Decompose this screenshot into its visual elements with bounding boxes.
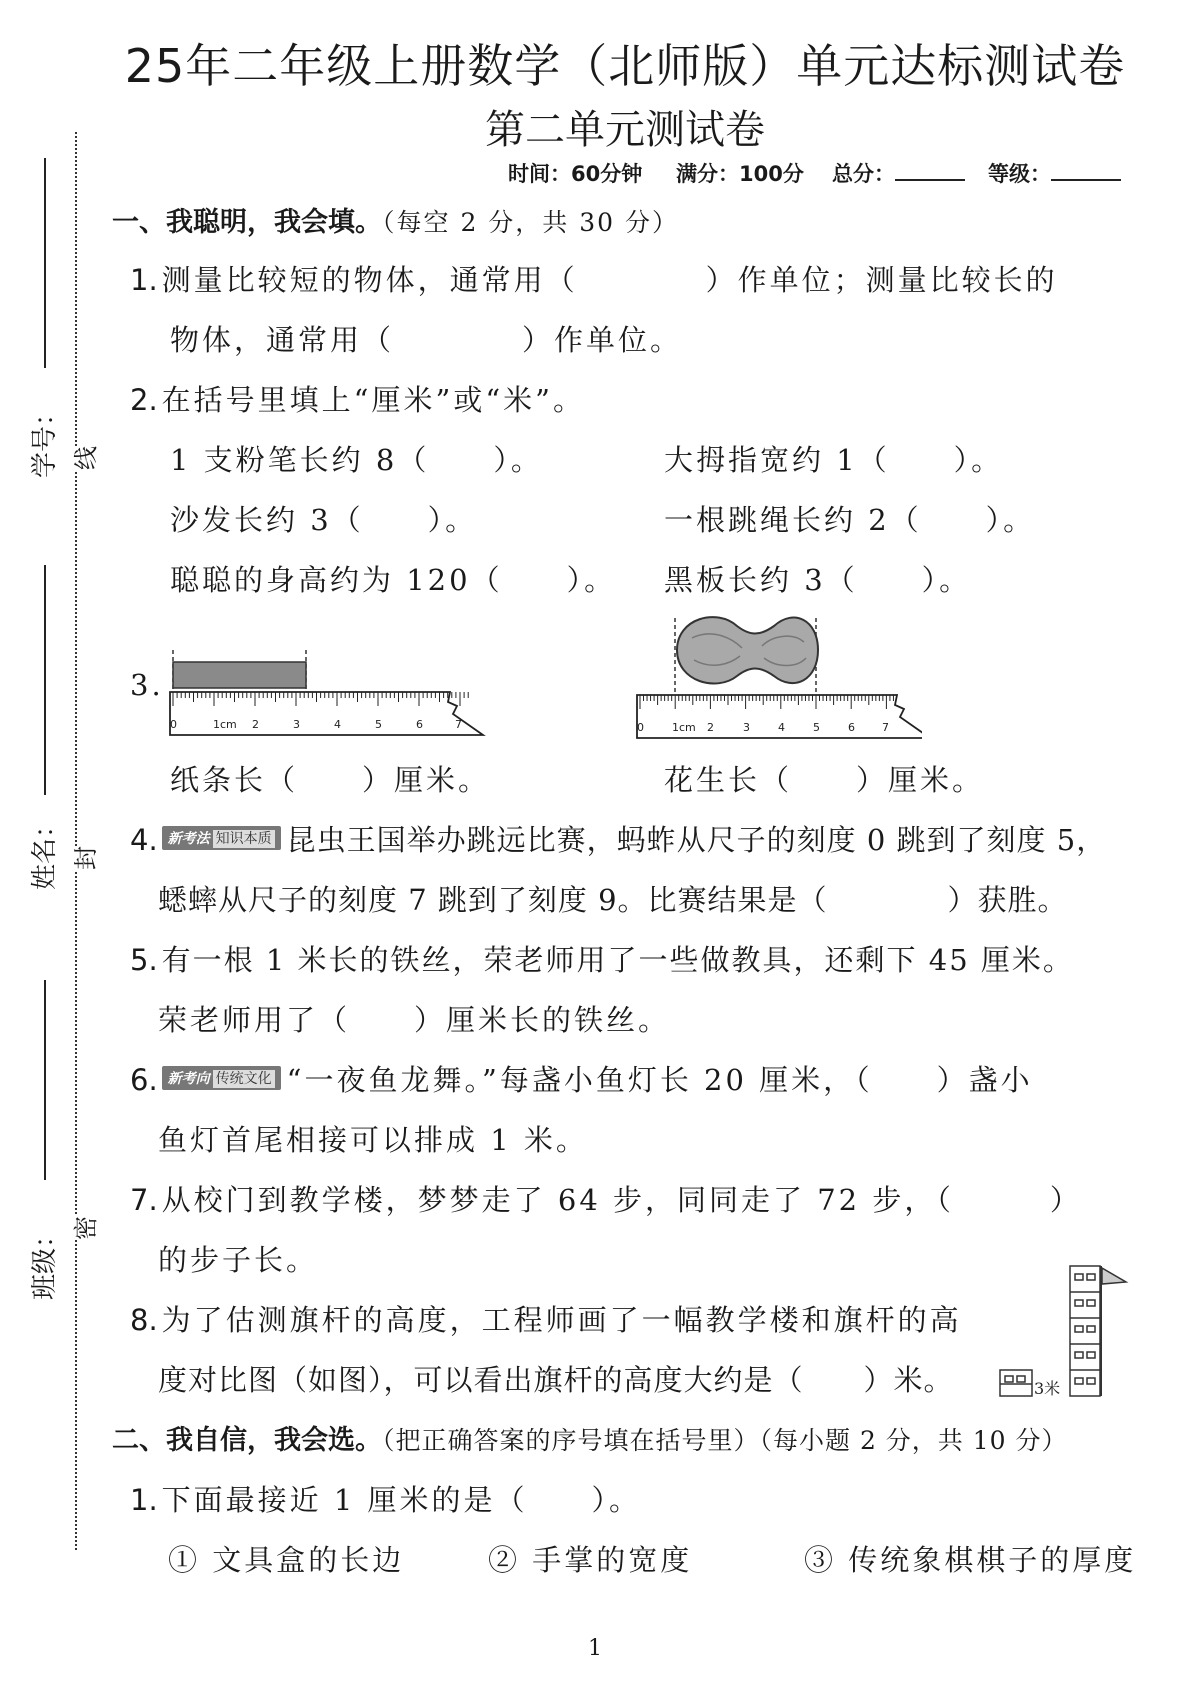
building-flagpole-figure	[998, 1262, 1130, 1400]
building-height-label: 3米	[1034, 1379, 1061, 1398]
flag	[1102, 1268, 1126, 1284]
question-3-strip-answer: 纸条长（ ）厘米。	[170, 763, 491, 797]
ruler-peanut-figure	[632, 598, 922, 748]
new-direction-badge: 新考向 传统文化	[162, 1066, 281, 1090]
ruler-tick-label: 5	[813, 721, 820, 734]
page-title: 25年二年级上册数学（北师版）单元达标测试卷	[124, 39, 1126, 93]
ruler-unit-label: 1cm	[672, 721, 696, 734]
option-2[interactable]: ② 手掌的宽度	[488, 1543, 693, 1577]
ruler-tick-label: 0	[170, 718, 177, 731]
ruler-tick-label: 6	[848, 721, 855, 734]
question-5-line2: 荣老师用了（ ）厘米长的铁丝。	[158, 1003, 671, 1037]
class-label: 班级：	[30, 1221, 60, 1300]
ruler-tick-label: 7	[882, 721, 889, 734]
question-1: 1. 测量比较短的物体，通常用（ ）作单位；测量比较长的	[130, 263, 1058, 297]
ruler-tick-label: 3	[293, 718, 300, 731]
question-3-number: 3.	[130, 668, 164, 702]
ruler-tick-label: 6	[416, 718, 423, 731]
new-method-badge: 新考法 知识本质	[162, 826, 281, 850]
page-number: 1	[588, 1636, 602, 1661]
question-2-rope: 一根跳绳长约 2（ ）。	[664, 503, 1036, 537]
grade-label: 等级：	[988, 162, 1051, 186]
option-1[interactable]: ① 文具盒的长边	[168, 1543, 405, 1577]
ruler-tick-label: 2	[707, 721, 714, 734]
section-2-question-1: 1. 下面最接近 1 厘米的是（ ）。	[130, 1483, 642, 1517]
question-2-blackboard: 黑板长约 3（ ）。	[664, 563, 972, 597]
seal-seal-text: 封	[66, 846, 101, 870]
question-8-line2: 度对比图（如图），可以看出旗杆的高度大约是（ ）米。	[158, 1363, 954, 1397]
question-2: 2. 在括号里填上“厘米”或“米”。	[130, 383, 585, 417]
section-2-heading: 二、我自信，我会选。（把正确答案的序号填在括号里）（每小题 2 分，共 10 分）	[112, 1425, 1068, 1456]
peanut	[677, 617, 818, 683]
question-6-line2: 鱼灯首尾相接可以排成 1 米。	[158, 1123, 588, 1157]
student-id-line[interactable]	[44, 158, 46, 368]
question-4: 4. 新考法 知识本质 昆虫王国举办跳远比赛，蚂蚱从尺子的刻度 0 跳到了刻度 5，	[130, 823, 1107, 857]
question-7: 7. 从校门到教学楼，梦梦走了 64 步，同同走了 72 步，（ ）	[130, 1183, 1082, 1217]
full-score: 满分：100分	[676, 162, 804, 186]
option-3[interactable]: ③ 传统象棋棋子的厚度	[804, 1543, 1137, 1577]
grade-field[interactable]	[988, 158, 1121, 188]
question-4-line2: 蟋蟀从尺子的刻度 7 跳到了刻度 9。比赛结果是（ ）获胜。	[158, 883, 1068, 917]
name-line[interactable]	[44, 565, 46, 795]
question-3-peanut-answer: 花生长（ ）厘米。	[664, 763, 985, 797]
question-5: 5. 有一根 1 米长的铁丝，荣老师用了一些做教具，还剩下 45 厘米。	[130, 943, 1074, 977]
section-1-note: （每空 2 分，共 30 分）	[382, 208, 680, 237]
ruler-tick-label: 7	[455, 718, 462, 731]
class-line[interactable]	[44, 980, 46, 1180]
ruler-unit-label: 1cm	[213, 718, 237, 731]
question-2-height: 聪聪的身高约为 120（ ）。	[170, 563, 617, 597]
question-7-line2: 的步子长。	[158, 1243, 319, 1277]
exam-time: 时间：60分钟	[508, 162, 643, 186]
student-id-label: 学号：	[30, 399, 60, 478]
section-1-heading: 一、我聪明，我会填。（每空 2 分，共 30 分）	[112, 207, 680, 238]
section-2-note: （把正确答案的序号填在括号里）（每小题 2 分，共 10 分）	[382, 1426, 1068, 1455]
question-6: 6. 新考向 传统文化 “一夜鱼龙舞。”每盏小鱼灯长 20 厘米，（ ）盏小	[130, 1063, 1033, 1097]
ruler-paper-strip-figure	[165, 650, 510, 745]
paper-strip	[173, 662, 306, 688]
binding-dotted-line	[75, 132, 77, 1550]
seal-secret-text: 密	[66, 1216, 101, 1240]
school-building	[1000, 1370, 1032, 1396]
question-8: 8. 为了估测旗杆的高度，工程师画了一幅教学楼和旗杆的高	[130, 1303, 962, 1337]
page-subtitle: 第二单元测试卷	[485, 107, 765, 153]
question-2-chalk: 1 支粉笔长约 8（ ）。	[170, 443, 543, 477]
total-score-field[interactable]	[832, 158, 965, 188]
question-1-line2: 物体，通常用（ ）作单位。	[170, 323, 683, 357]
seal-line-text: 线	[66, 446, 101, 470]
ruler-tick-label: 4	[778, 721, 785, 734]
name-label: 姓名：	[30, 811, 60, 890]
ruler-tick-label: 5	[375, 718, 382, 731]
ruler-tick-label: 0	[637, 721, 644, 734]
ruler-tick-label: 4	[334, 718, 341, 731]
question-2-thumb: 大拇指宽约 1（ ）。	[664, 443, 1004, 477]
question-2-sofa: 沙发长约 3（ ）。	[170, 503, 478, 537]
total-score-label: 总分：	[832, 162, 895, 186]
ruler-tick-label: 2	[252, 718, 259, 731]
ruler-tick-label: 3	[743, 721, 750, 734]
